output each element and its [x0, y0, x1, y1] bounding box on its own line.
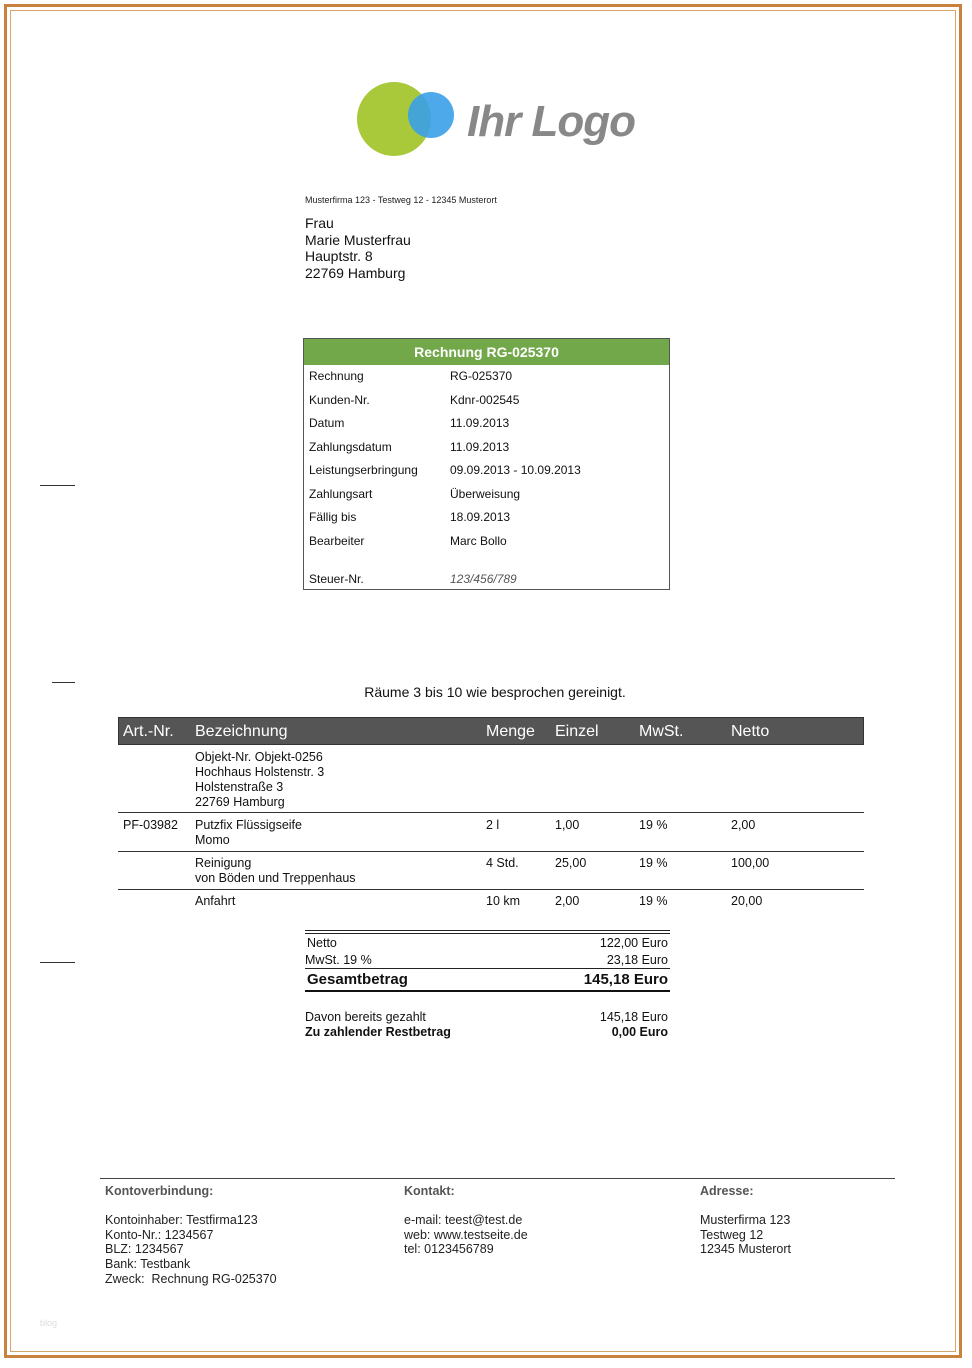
row-description-line: Reinigung: [195, 856, 252, 870]
info-label: Leistungserbringung: [309, 463, 418, 477]
row-net: 20,00: [731, 894, 763, 908]
info-value: Marc Bollo: [450, 534, 507, 548]
recipient-street: Hauptstr. 8: [305, 248, 373, 264]
footer-bank-details: [105, 1213, 277, 1287]
footer-address-line: 12345 Musterort: [700, 1242, 792, 1257]
footer-contact-details: [404, 1213, 528, 1257]
netto-label: Netto: [307, 936, 337, 950]
recipient-name: Marie Musterfrau: [305, 231, 411, 248]
row-quantity: 2 l: [486, 818, 500, 832]
paid-value: 145,18 Euro: [599, 1010, 668, 1024]
row-unit-price: 1,00: [555, 818, 580, 832]
footer-email: e-mail: teest@test.de: [404, 1213, 523, 1227]
col-vat: MwSt.: [639, 723, 684, 740]
row-unit-price: 2,00: [555, 894, 580, 908]
sender-line: Musterfirma 123 - Testweg 12 - 12345 Musterort: [305, 195, 497, 205]
intro-text: Räume 3 bis 10 wie besprochen gereinigt.: [364, 684, 626, 700]
col-description: Bezeichnung: [195, 723, 288, 740]
row-description-line: Anfahrt: [195, 894, 236, 908]
row-vat: 19 %: [639, 818, 668, 832]
row-quantity: 10 km: [486, 894, 521, 908]
footer-bank-line: Konto-Nr.: 1234567: [105, 1227, 214, 1242]
info-value: 11.09.2013: [450, 416, 510, 430]
object-info-line: Hochhaus Holstenstr. 3: [195, 765, 325, 779]
object-info-line: 22769 Hamburg: [195, 795, 285, 809]
total-value: 145,18 Euro: [583, 971, 668, 988]
rest-value: 0,00 Euro: [611, 1025, 668, 1039]
footer-bank-line: Zweck: Rechnung RG-025370: [105, 1271, 277, 1286]
row-description-line: von Böden und Treppenhaus: [195, 871, 356, 885]
info-label: Rechnung: [309, 369, 364, 383]
row-quantity: 4 Std.: [486, 856, 519, 870]
recipient-salutation: Frau: [305, 215, 334, 231]
footer-divider: [100, 1178, 895, 1179]
recipient-city: 22769 Hamburg: [305, 264, 406, 281]
row-description: [195, 894, 235, 909]
footer-phone: tel: 0123456789: [404, 1242, 494, 1257]
object-info-line: Holstenstraße 3: [195, 780, 284, 794]
row-divider: [118, 889, 864, 890]
row-vat: 19 %: [639, 894, 668, 908]
footer-contact-title: Kontakt:: [404, 1184, 455, 1198]
logo-text: Ihr Logo: [467, 97, 635, 146]
paid-label: Davon bereits gezahlt: [305, 1010, 426, 1024]
row-description-line: Putzfix Flüssigseife: [195, 818, 302, 832]
totals-top-line: [305, 933, 670, 934]
info-label: Zahlungsart: [309, 487, 373, 501]
punch-mark: [52, 682, 75, 683]
netto-value: 122,00 Euro: [599, 936, 668, 950]
info-value: Kdnr-002545: [450, 393, 520, 407]
row-net: 2,00: [731, 818, 756, 832]
watermark: blog: [40, 1318, 58, 1328]
totals-top-line: [305, 930, 670, 931]
row-divider: [118, 812, 864, 813]
row-description: [195, 856, 356, 886]
info-label: Fällig bis: [309, 510, 357, 524]
footer-bank-title: Kontoverbindung:: [105, 1184, 214, 1198]
col-art-nr: Art.-Nr.: [123, 723, 174, 740]
footer-bank-line: Kontoinhaber: Testfirma123: [105, 1213, 258, 1227]
invoice-box-title: Rechnung RG-025370: [304, 339, 669, 365]
tax-number-value: 123/456/789: [450, 572, 517, 586]
info-label: Bearbeiter: [309, 534, 365, 548]
col-net: Netto: [731, 723, 770, 740]
row-description: [195, 818, 302, 848]
info-value: 18.09.2013: [450, 510, 511, 524]
info-value: 09.09.2013 - 10.09.2013: [450, 463, 581, 477]
page-inner-frame: [10, 10, 956, 1352]
row-net: 100,00: [731, 856, 770, 870]
info-value: RG-025370: [450, 369, 513, 383]
row-art-nr: PF-03982: [123, 818, 178, 832]
footer-bank-line: BLZ: 1234567: [105, 1242, 184, 1257]
info-value: 11.09.2013: [450, 440, 510, 454]
rest-label: Zu zahlender Restbetrag: [305, 1025, 451, 1039]
object-info: [195, 750, 324, 810]
totals-line: [305, 968, 670, 969]
invoice-info-box: [303, 338, 670, 590]
recipient-address: [305, 215, 411, 281]
row-unit-price: 25,00: [555, 856, 587, 870]
footer-address-title: Adresse:: [700, 1184, 754, 1198]
tax-number-label: Steuer-Nr.: [309, 572, 364, 586]
vat-label: MwSt. 19 %: [305, 953, 372, 967]
footer-address-line: Musterfirma 123: [700, 1213, 791, 1227]
info-label: Datum: [309, 416, 345, 430]
info-label: Kunden-Nr.: [309, 393, 370, 407]
info-value: Überweisung: [450, 487, 521, 501]
object-info-line: Objekt-Nr. Objekt-0256: [195, 750, 323, 764]
fold-mark: [40, 962, 75, 963]
row-vat: 19 %: [639, 856, 668, 870]
footer-address-line: Testweg 12: [700, 1227, 764, 1242]
fold-mark: [40, 485, 75, 486]
footer-bank-line: Bank: Testbank: [105, 1257, 191, 1272]
logo-blue-circle: [408, 92, 454, 138]
info-label: Zahlungsdatum: [309, 440, 392, 454]
vat-value: 23,18 Euro: [606, 953, 668, 967]
footer-web: web: www.testseite.de: [404, 1227, 528, 1242]
items-table-header: [118, 717, 864, 745]
totals-bottom-line: [305, 990, 670, 992]
col-quantity: Menge: [486, 723, 535, 740]
total-label: Gesamtbetrag: [307, 971, 408, 988]
footer-address-details: [700, 1213, 791, 1257]
col-unit-price: Einzel: [555, 723, 599, 740]
row-divider: [118, 851, 864, 852]
row-description-line: Momo: [195, 833, 230, 847]
